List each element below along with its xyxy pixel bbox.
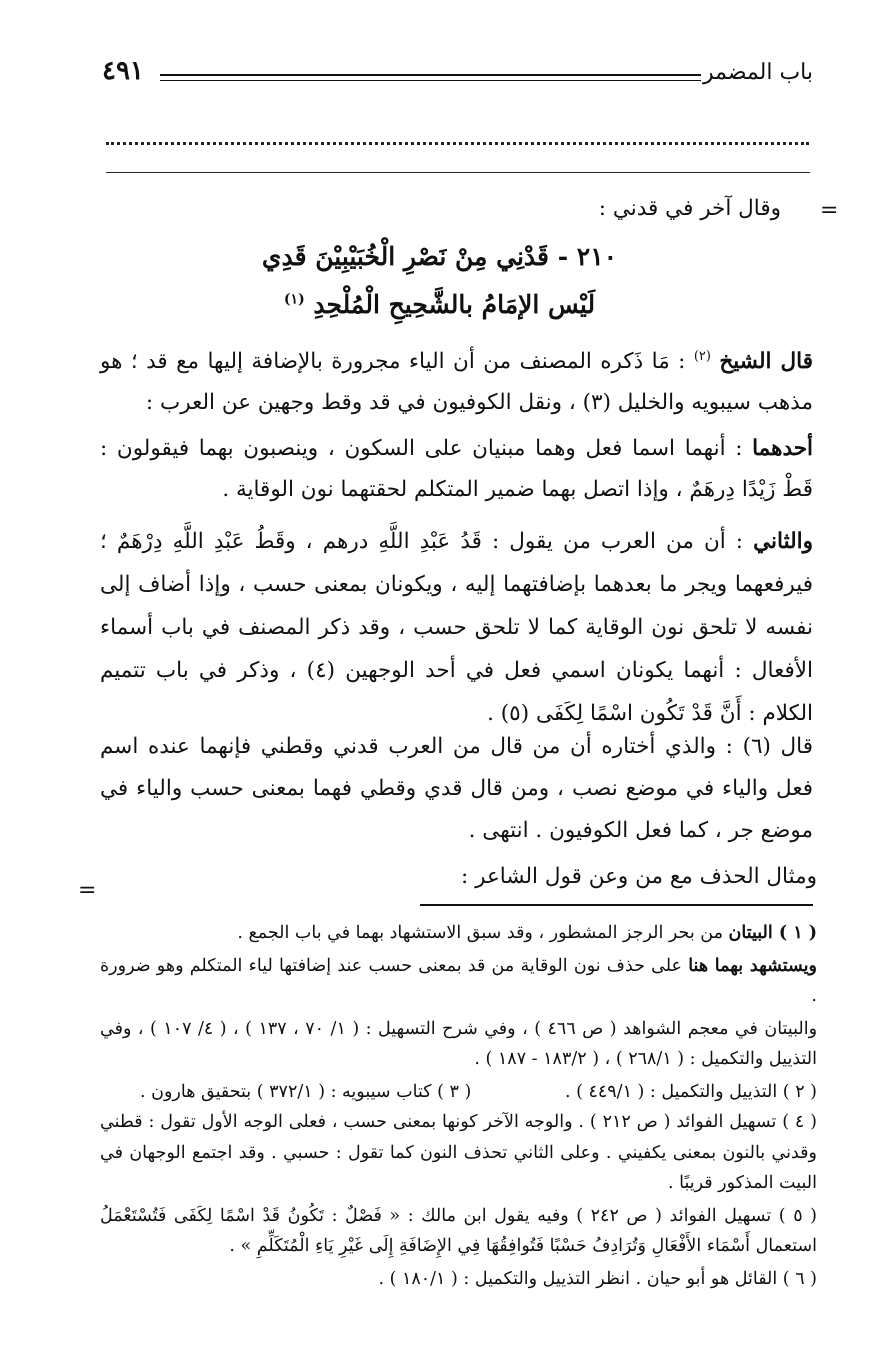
- footnote-1b-label: ويستشهد بهما هنا: [688, 955, 817, 976]
- verse-line-2-text: لَيْس الإمَامُ بالشَّحِيحِ الْمُلْحِدِ: [304, 290, 596, 319]
- footnote-1a: [100, 918, 817, 949]
- running-header-chapter: باب المضمر: [703, 60, 813, 85]
- label-second: والثاني: [753, 529, 813, 554]
- header-rule: [160, 74, 701, 81]
- footnote-rule: [420, 904, 813, 906]
- paragraph-sheikh-text: : مَا ذَكره المصنف من أن الياء مجرورة بالإضافة إليها مع قد ؛ هو مذهب سيبويه والخليل (٣) ، ونقل الكوفيون في قد وقط وجهين عن العرب :: [100, 349, 813, 416]
- top-rule: [106, 172, 810, 173]
- footnote-1c: والبيتان في معجم الشواهد ( ص ٤٦٦ ) ، وفي شرح التسهيل : ( ١/ ٧٠ ، ١٣٧ ) ، ( ٤/ ١٠٧ ) ، وفي التذييل والتكميل : ( ٢٦٨/١ ) ، ( ١٨٣/٢ - ١٨٧ ) .: [100, 1018, 818, 1069]
- continuation-mark-bottom: =: [78, 878, 97, 903]
- paragraph-example: [100, 856, 817, 897]
- label-first: أحدهما: [752, 436, 813, 461]
- label-sheikh: قال الشيخ: [719, 349, 814, 375]
- paragraph-second-text: : أن من العرب من يقول : قَدُ عَبْدِ اللَّهِ درهم ، وقَطُ عَبْدِ اللَّهِ دِرْهَمٌ ؛ فيرفعهما ويجر ما بعدهما بإضافتهما إليه ، ويكونان بمعنى حسب ، وإذا أضاف إلى نفسه لا تلحق نون الوقاية كما لا تلحق حسب ، وقد ذكر المصنف في باب أسماء الأفعال : أنهما يكونان اسمي فعل في أحد الوجهين (٤) ، وذكر في باب تتميم الكلام : أَنَّ قَدْ تَكُون اسْمًا لِكَفَى (٥) .: [100, 529, 813, 726]
- paragraph-first: [100, 428, 813, 510]
- verse-line-2: [100, 290, 779, 319]
- footnote-1-label: ( ١ ) البيتان: [728, 923, 817, 943]
- paragraph-example-text: ومثال الحذف مع من وعن قول الشاعر :: [461, 864, 817, 889]
- footnote-2: ( ٢ ) التذييل والتكميل : ( ٤٤٩/١ ) .: [564, 1081, 817, 1102]
- verse-note-ref: (١): [283, 291, 305, 308]
- intro-line: وقال آخر في قدني :: [598, 196, 781, 221]
- footnotes: [100, 918, 817, 1296]
- footnote-5: ( ٥ ) تسهيل الفوائد ( ص ٢٤٢ ) وفيه يقول ابن مالك : « فَصْلٌ : تَكُونُ قَدْ اسْمًا لِكَفَى فَتُسْتَعْمَلُ استعمال أَسْمَاء الأَفْعَالِ وَتُرَادِفُ حَسْبًا فَتُوافِقُهَا فِي الإِضَافَةِ إِلَى غَيْرِ يَاءِ الْمُتَكَلِّمِ » .: [100, 1205, 817, 1256]
- paragraph-first-text: : أنهما اسما فعل وهما مبنيان على السكون ، وينصبون بهما فيقولون : قَطْ زَيْدًا دِرهَمٌ ، وإذا اتصل بهما ضمير المتكلم لحقتهما نون الوقاية .: [100, 436, 813, 502]
- continuation-mark-top: =: [820, 198, 839, 223]
- footnote-6: ( ٦ ) القائل هو أبو حيان . انظر التذييل والتكميل : ( ١٨٠/١ ) .: [378, 1268, 817, 1289]
- footnote-1b: [100, 951, 817, 1012]
- footnote-4: ( ٤ ) تسهيل الفوائد ( ص ٢١٢ ) . والوجه الآخر كونها بمعنى حسب ، فعلى الوجه الأول تقول : قطني وقدني بالنون بمعنى يكفيني . وعلى الثاني تحذف النون كما تقول : حسبي . وقد اجتمع الوجهان في البيت المذكور قريبًا .: [100, 1112, 818, 1193]
- footnotes-2-3-row: [100, 1077, 817, 1108]
- footnote-1-text: من بحر الرجز المشطور ، وقد سبق الاستشهاد بهما في باب الجمع .: [237, 923, 729, 943]
- footnote-3: ( ٣ ) كتاب سيبويه : ( ٣٧٢/١ ) بتحقيق هارون .: [140, 1081, 472, 1102]
- paragraph-second: [100, 520, 813, 735]
- paragraph-sheikh: [100, 336, 813, 423]
- page-number: ٤٩١: [102, 56, 144, 86]
- footnote-1b-text: على حذف نون الوقاية من قد بمعنى حسب عند إضافتها لياء المتكلم وهو ضرورة .: [100, 955, 817, 1006]
- verse-line-1: ٢١٠ - قَدْنِي مِنْ نَصْرِ الْخُبَيْبِيْنَ قَدِي: [261, 242, 618, 271]
- dotted-separator: [106, 142, 809, 145]
- note-ref-2: (٢): [693, 349, 711, 364]
- paragraph-qal: قال (٦) : والذي أختاره أن من قال من العرب قدني وقطني فإنهما عنده اسم فعل والياء في موضع نصب ، ومن قال قدي وقطي فهما بمعنى حسب والياء في موضع جر ، كما فعل الكوفيون . انتهى .: [100, 734, 813, 843]
